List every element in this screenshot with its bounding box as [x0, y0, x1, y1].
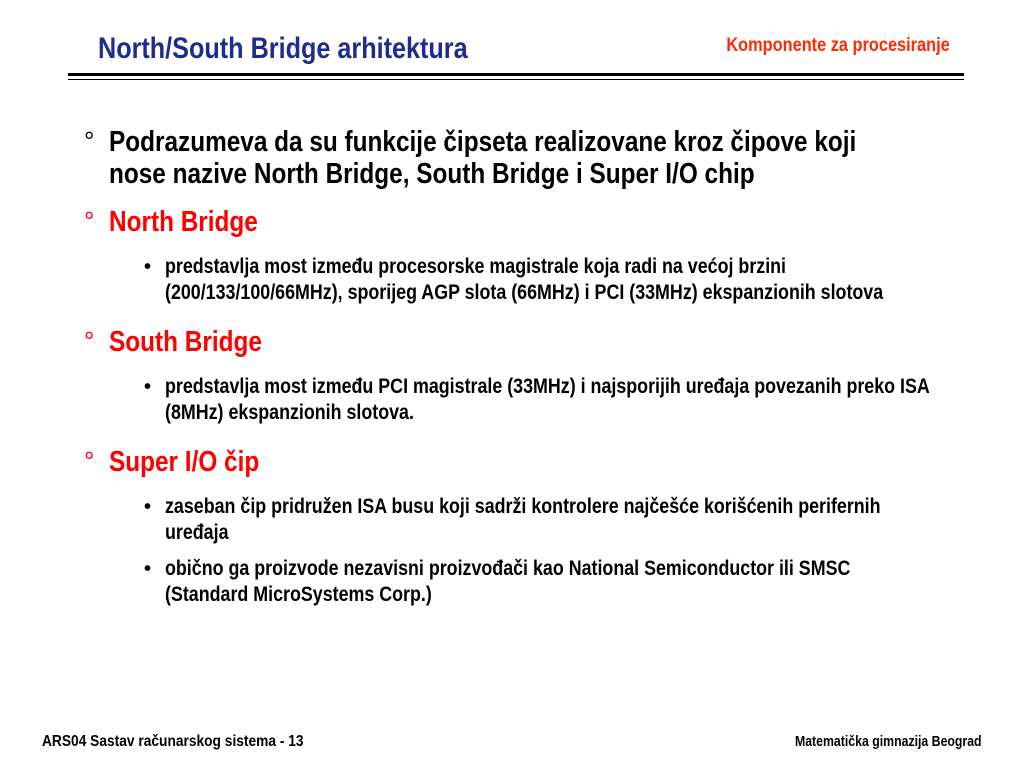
bullet-text: Podrazumeva da su funkcije čipseta realizovane kroz čipove koji nose nazive North Bridge, South Bridge i Super I/O chip: [109, 126, 857, 190]
bullet-mark: °: [84, 326, 95, 356]
header-rule-thin: [68, 79, 964, 80]
bullet-mark: °: [84, 126, 95, 156]
sub-bullet-mark: •: [144, 558, 152, 580]
sub-bullet-south-1: [144, 374, 964, 426]
sub-bullet-superio-2: [144, 556, 964, 608]
bullet-heading: South Bridge: [109, 326, 262, 358]
bullet-mark: °: [84, 446, 95, 476]
bullet-heading: Super I/O čip: [109, 446, 260, 478]
bullet-south-bridge: [84, 326, 964, 358]
sub-bullet-north-1: [144, 254, 964, 306]
bullet-intro: [84, 126, 964, 190]
footer-school-label: Matematička gimnazija Beograd: [795, 733, 982, 750]
sub-bullet-mark: •: [144, 256, 152, 278]
bullet-super-io: [84, 446, 964, 478]
sub-bullet-text: obično ga proizvode nezavisni proizvođači kao National Semiconductor ili SMSC (Standard MicroSystems Corp.): [165, 557, 851, 606]
sub-bullet-mark: •: [144, 376, 152, 398]
sub-bullet-text: zaseban čip pridružen ISA busu koji sadrži kontrolere najčešće korišćenih perifernih uređaja: [165, 495, 881, 544]
sub-bullet-text: predstavlja most između PCI magistrale (33MHz) i najsporijih uređaja povezanih preko ISA (8MHz) ekspanzionih slotova.: [165, 375, 930, 424]
section-label: Komponente za procesiranje: [726, 35, 950, 56]
bullet-mark: °: [84, 206, 95, 236]
sub-bullet-superio-1: [144, 494, 964, 546]
footer-course-label: ARS04 Sastav računarskog sistema - 13: [42, 733, 304, 750]
header-rule-thick: [68, 73, 964, 76]
bullet-heading: North Bridge: [109, 206, 258, 238]
slide-title: North/South Bridge arhitektura: [98, 32, 468, 65]
sub-bullet-text: predstavlja most između procesorske magistrale koja radi na većoj brzini (200/133/100/66MHz), sporijeg AGP slota (66MHz) i PCI (33MHz) ekspanzionih slotova: [165, 255, 884, 304]
bullet-north-bridge: [84, 206, 964, 238]
sub-bullet-mark: •: [144, 496, 152, 518]
content-body: [84, 126, 964, 618]
